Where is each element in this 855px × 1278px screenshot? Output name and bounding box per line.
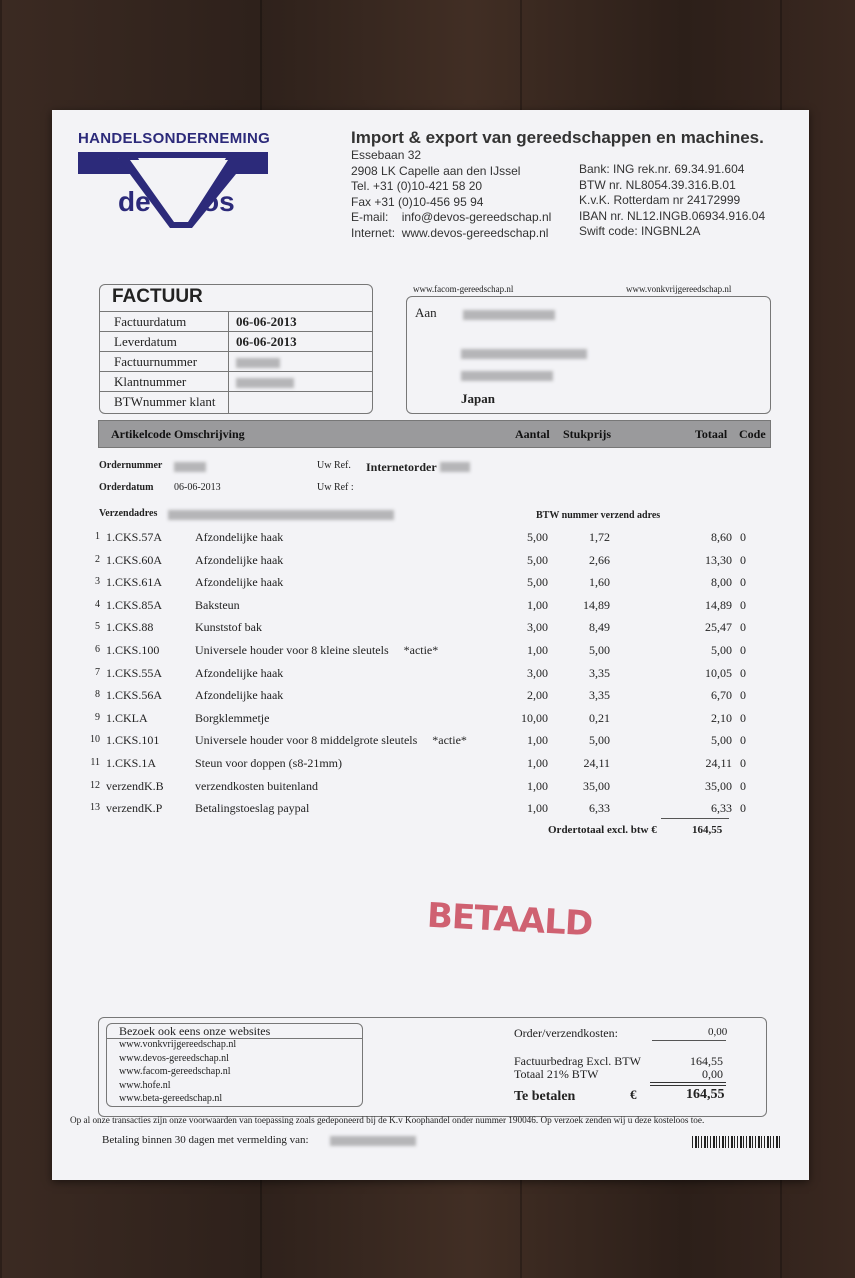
col-artikelcode: Artikelcode Omschrijving xyxy=(111,427,245,441)
line-item-row xyxy=(52,711,809,731)
fax: Fax +31 (0)10-456 95 94 xyxy=(351,194,484,209)
website-link[interactable]: www.devos-gereedschap.nl xyxy=(119,1052,229,1064)
line-price: 24,11 xyxy=(583,756,610,770)
barcode xyxy=(692,1136,782,1148)
terms-text: Op al onze transacties zijn onze voorwaarden van toepassing zoals gedeponeerd bij de K.v Koophandel onder nummer 190046. Op verzoek zenden wij u deze kosteloos toe. xyxy=(70,1115,705,1125)
line-number: 3 xyxy=(95,576,100,588)
line-qty: 1,00 xyxy=(527,643,548,657)
betaling-text: Betaling binnen 30 dagen met vermelding van: xyxy=(102,1134,309,1146)
line-code: 1.CKS.85A xyxy=(106,597,163,612)
line-code: 1.CKS.60A xyxy=(106,552,163,567)
line-code: 1.CKS.55A xyxy=(106,665,163,680)
line-qty: 1,00 xyxy=(527,597,548,612)
internet-link: www.devos-gereedschap.nl xyxy=(401,225,549,240)
iban: IBAN nr. NL12.INGB.06934.916.04 xyxy=(579,208,766,223)
line-item-row xyxy=(52,575,809,595)
line-total: 8,60 xyxy=(711,530,732,544)
line-qty: 5,00 xyxy=(527,575,548,590)
line-qty: 5,00 xyxy=(527,530,548,544)
col-aantal: Aantal xyxy=(515,427,550,441)
line-item-row xyxy=(52,733,809,753)
te-betalen-value: 164,55 xyxy=(686,1087,725,1102)
line-code: verzendK.P xyxy=(106,801,163,816)
line-code-flag: 0 xyxy=(740,575,746,590)
line-code-flag: 0 xyxy=(740,778,746,793)
orderdatum-value: 06-06-2013 xyxy=(174,482,221,493)
line-desc: Betalingstoeslag paypal xyxy=(195,801,310,816)
line-total: 14,89 xyxy=(705,597,732,612)
line-number: 10 xyxy=(90,734,100,746)
te-betalen-label: Te betalen xyxy=(514,1089,576,1104)
line-item-row xyxy=(52,553,809,573)
orderdatum-label: Orderdatum xyxy=(99,482,154,493)
swift: Swift code: INGBNL2A xyxy=(579,224,701,238)
verzend-label: Order/verzendkosten: xyxy=(514,1026,618,1040)
line-item-row xyxy=(52,598,809,618)
verzend-value: 0,00 xyxy=(708,1026,728,1038)
phone: Tel. +31 (0)10-421 58 20 xyxy=(351,179,483,193)
line-desc: Borgklemmetje xyxy=(195,710,270,725)
line-code: 1.CKLA xyxy=(106,710,148,725)
line-desc: Afzondelijke haak xyxy=(195,575,284,590)
redacted-ordernummer xyxy=(174,462,206,472)
line-code-flag: 0 xyxy=(740,733,746,748)
line-code-flag: 0 xyxy=(740,552,746,567)
email-link: info@devos-gereedschap.nl xyxy=(401,210,552,224)
ordertotaal-value: 164,55 xyxy=(692,824,723,836)
line-total: 6,70 xyxy=(711,688,732,703)
line-number: 1 xyxy=(95,531,100,542)
internet-line: Internet: www.devos-gereedschap.nl xyxy=(351,225,549,240)
line-number: 7 xyxy=(95,666,100,678)
websites-list xyxy=(119,1038,236,1106)
line-code-flag: 0 xyxy=(740,665,746,680)
btw-value: 0,00 xyxy=(702,1067,723,1081)
line-price: 6,33 xyxy=(589,801,610,816)
line-desc: Afzondelijke haak xyxy=(195,665,284,680)
line-desc: Steun voor doppen (s8-21mm) xyxy=(195,756,342,770)
redacted-city xyxy=(461,371,553,381)
line-total: 5,00 xyxy=(711,643,732,657)
redacted-address xyxy=(461,349,587,359)
ordernummer-label: Ordernummer xyxy=(99,460,163,471)
line-total: 10,05 xyxy=(705,665,732,680)
website-link[interactable]: www.facom-gereedschap.nl xyxy=(119,1066,231,1077)
company-address xyxy=(351,148,551,241)
line-code: 1.CKS.57A xyxy=(106,530,163,544)
line-desc: Universele houder voor 8 middelgrote sleutels *actie* xyxy=(195,733,467,748)
redacted xyxy=(236,358,280,368)
ordertotaal-label: Ordertotaal excl. btw € xyxy=(548,824,657,836)
line-item-row xyxy=(52,688,809,708)
line-qty: 2,00 xyxy=(527,688,548,703)
line-item-row xyxy=(52,643,809,663)
logo-company-type: HANDELSONDERNEMING xyxy=(78,130,271,147)
websites-box xyxy=(106,1023,363,1107)
line-total: 6,33 xyxy=(711,801,732,816)
invoice-row: Factuurnummer xyxy=(100,351,372,372)
paid-stamp: BETAALD xyxy=(426,895,594,945)
logo-v-icon xyxy=(78,150,278,230)
line-price: 3,35 xyxy=(589,665,610,680)
line-qty: 3,00 xyxy=(527,665,548,680)
invoice-row: Klantnummer xyxy=(100,371,372,392)
currency-symbol: € xyxy=(630,1087,637,1102)
invoice-paper xyxy=(52,110,809,1180)
invoice-row: Factuurdatum 06-06-2013 xyxy=(100,311,372,332)
redacted-ref xyxy=(440,462,470,472)
redacted-verzendadres xyxy=(168,510,394,520)
line-desc: Afzondelijke haak xyxy=(195,552,284,567)
website-link[interactable]: www.beta-gereedschap.nl xyxy=(119,1093,223,1104)
col-totaal: Totaal xyxy=(695,427,728,441)
line-desc: verzendkosten buitenland xyxy=(195,778,318,793)
email-line: E-mail: info@devos-gereedschap.nl xyxy=(351,210,552,224)
line-item-row xyxy=(52,666,809,686)
line-code-flag: 0 xyxy=(740,597,746,612)
line-desc: Afzondelijke haak xyxy=(195,688,284,703)
logo-de: de xyxy=(118,186,151,217)
line-price: 1,72 xyxy=(589,530,610,544)
line-code: 1.CKS.56A xyxy=(106,688,163,703)
excl-label: Factuurbedrag Excl. BTW xyxy=(514,1054,641,1068)
col-stukprijs: Stukprijs xyxy=(563,427,612,441)
line-total: 8,00 xyxy=(711,575,732,590)
company-tagline: Import & export van gereedschappen en machines. xyxy=(351,128,764,147)
line-code-flag: 0 xyxy=(740,688,746,703)
line-number: 2 xyxy=(95,553,100,565)
line-code-flag: 0 xyxy=(740,530,746,544)
btw-number: BTW nr. NL8054.39.316.B.01 xyxy=(579,177,736,192)
line-number: 6 xyxy=(95,644,100,655)
link-vonkvrij: www.vonkvrijgereedschap.nl xyxy=(626,284,732,294)
line-qty: 1,00 xyxy=(527,778,548,793)
line-desc: Kunststof bak xyxy=(195,620,262,635)
line-item-row xyxy=(52,530,809,550)
line-code: 1.CKS.88 xyxy=(106,620,154,635)
line-number: 8 xyxy=(95,689,100,701)
line-code-flag: 0 xyxy=(740,756,746,770)
kvk-number: K.v.K. Rotterdam nr 24172999 xyxy=(579,193,741,207)
line-price: 14,89 xyxy=(583,597,610,612)
address-city: 2908 LK Capelle aan den IJssel xyxy=(351,163,521,178)
line-desc: Afzondelijke haak xyxy=(195,530,284,544)
line-item-row xyxy=(52,756,809,776)
invoice-title: FACTUUR xyxy=(112,286,203,307)
line-code: verzendK.B xyxy=(106,778,164,793)
col-code: Code xyxy=(739,427,766,441)
websites-title: Bezoek ook eens onze websites xyxy=(119,1024,271,1038)
line-number: 11 xyxy=(90,757,100,768)
recipient-box xyxy=(406,296,771,414)
line-total: 35,00 xyxy=(705,778,732,793)
redacted-reference xyxy=(330,1136,416,1146)
table-header xyxy=(98,420,771,448)
line-code: 1.CKS.1A xyxy=(106,756,157,770)
excl-value: 164,55 xyxy=(690,1054,723,1068)
line-code: 1.CKS.100 xyxy=(106,643,160,657)
line-code: 1.CKS.101 xyxy=(106,733,160,748)
line-price: 5,00 xyxy=(589,643,610,657)
line-desc: Baksteun xyxy=(195,597,240,612)
redacted xyxy=(236,378,294,388)
line-code-flag: 0 xyxy=(740,643,746,657)
line-code: 1.CKS.61A xyxy=(106,575,163,590)
line-total: 13,30 xyxy=(705,552,732,567)
invoice-info-box xyxy=(99,284,373,414)
address-street: Essebaan 32 xyxy=(351,148,422,162)
line-price: 35,00 xyxy=(583,778,610,793)
line-number: 5 xyxy=(95,621,100,633)
btw-label: Totaal 21% BTW xyxy=(514,1067,599,1081)
line-code-flag: 0 xyxy=(740,620,746,635)
redacted-name xyxy=(463,310,555,320)
bank-account: Bank: ING rek.nr. 69.34.91.604 xyxy=(579,162,745,176)
website-link[interactable]: www.hofe.nl xyxy=(119,1079,171,1091)
line-price: 2,66 xyxy=(589,552,610,567)
line-code-flag: 0 xyxy=(740,801,746,816)
aan-label: Aan xyxy=(415,305,437,320)
line-total: 24,11 xyxy=(705,756,732,770)
website-link[interactable]: www.vonkvrijgereedschap.nl xyxy=(119,1039,237,1050)
line-number: 12 xyxy=(90,779,100,791)
invoice-row: Leverdatum 06-06-2013 xyxy=(100,331,372,352)
verzendadres-label: Verzendadres xyxy=(99,508,158,519)
line-qty: 1,00 xyxy=(527,756,548,770)
line-code-flag: 0 xyxy=(740,710,746,725)
line-desc: Universele houder voor 8 kleine sleutels *actie* xyxy=(195,643,439,657)
line-qty: 5,00 xyxy=(527,552,548,567)
line-total: 5,00 xyxy=(711,733,732,748)
uwref-value: Internetorder xyxy=(366,460,437,474)
line-price: 8,49 xyxy=(589,620,610,635)
line-qty: 1,00 xyxy=(527,801,548,816)
line-total: 2,10 xyxy=(711,710,732,725)
line-qty: 1,00 xyxy=(527,733,548,748)
line-number: 13 xyxy=(90,802,100,814)
line-item-row xyxy=(52,620,809,640)
recipient-country: Japan xyxy=(461,391,495,406)
bank-info xyxy=(579,162,765,240)
line-price: 5,00 xyxy=(589,733,610,748)
uwref-label: Uw Ref. xyxy=(317,460,351,471)
link-facom: www.facom-gereedschap.nl xyxy=(413,284,514,294)
line-qty: 3,00 xyxy=(527,620,548,635)
line-price: 1,60 xyxy=(589,575,610,590)
line-total: 25,47 xyxy=(705,620,732,635)
line-qty: 10,00 xyxy=(521,710,548,725)
line-number: 9 xyxy=(95,711,100,723)
line-price: 0,21 xyxy=(589,710,610,725)
logo-vos: os xyxy=(202,186,235,217)
total-divider xyxy=(661,818,729,819)
uwref2-label: Uw Ref : xyxy=(317,482,354,493)
invoice-row: BTWnummer klant xyxy=(100,391,372,413)
btw-verzend-label: BTW nummer verzend adres xyxy=(536,510,661,521)
line-number: 4 xyxy=(95,598,100,610)
line-price: 3,35 xyxy=(589,688,610,703)
line-item-row xyxy=(52,779,809,799)
